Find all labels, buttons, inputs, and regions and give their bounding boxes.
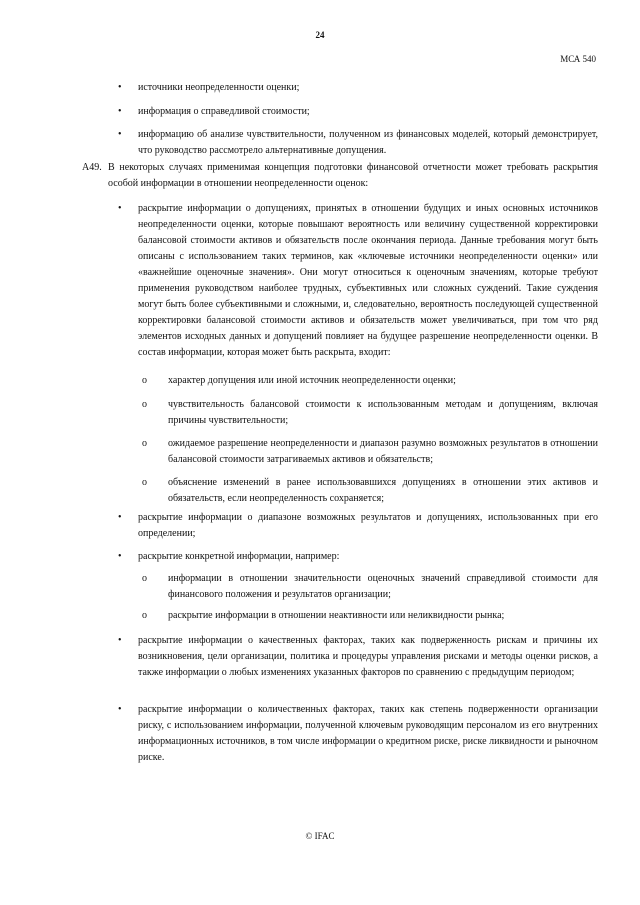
copyright-footer: © IFAC <box>305 831 335 841</box>
sub-bullet-icon: o <box>142 399 147 410</box>
list-item: информация о справедливой стоимости; <box>138 106 310 117</box>
list-item: раскрытие конкретной информации, например: <box>138 551 340 562</box>
bullet-icon: • <box>118 551 122 562</box>
sub-bullet-icon: o <box>142 477 147 488</box>
paragraph-number: А49. <box>82 162 102 173</box>
list-item: информацию об анализе чувствительности, полученном из финансовых моделей, который демонстрирует, что руководство рассмотрело альтернативные допущения. <box>138 129 598 156</box>
standard-reference: МСА 540 <box>560 54 596 64</box>
bullet-icon: • <box>118 129 122 140</box>
sub-bullet-icon: o <box>142 438 147 449</box>
sub-bullet-icon: o <box>142 573 147 584</box>
list-item: раскрытие информации о качественных факторах, таких как подверженность рискам и причины их возникновения, цели организации, политика и процедуры управления рисками и методы оценки рисков, а также информации о любых изменениях указанных факторов по сравнению с предыдущим периодом; <box>138 635 598 678</box>
list-item: источники неопределенности оценки; <box>138 82 300 93</box>
list-item: раскрытие информации о допущениях, принятых в отношении будущих и иных основных источников неопределенности оценки, которые повышают вероятность или величину существенной корректировки балансовой стоимости активов и обязательств после окончания периода. Данные требования могут быть описаны с использованием таких терминов, как «ключевые источники неопределенности оценки» или «важнейшие оценочные значения». Они могут относиться к оценочным значениям, которые требуют применения руководством наиболее трудных, субъективных или сложных суждений. Такие суждения могут быть более субъективными и сложными, и, следовательно, вероятность последующей существенной корректировки балансовой стоимости активов и обязательств может увеличиваться, при том что ряд элементов исходных данных и допущений повлияет на будущее разрешение неопределенности оценки. В состав информации, которая может быть раскрыта, входит: <box>138 203 598 358</box>
sub-list-item: чувствительность балансовой стоимости к использованным методам и допущениям, включая причины чувствительности; <box>168 399 598 426</box>
sub-bullet-icon: o <box>142 375 147 386</box>
sub-bullet-icon: o <box>142 610 147 621</box>
bullet-icon: • <box>118 704 122 715</box>
sub-list-item: раскрытие информации в отношении неактивности или неликвидности рынка; <box>168 610 505 621</box>
bullet-icon: • <box>118 106 122 117</box>
sub-list-item: объяснение изменений в ранее использовавшихся допущениях в отношении этих активов и обязательств, если неопределенность сохраняется; <box>168 477 598 504</box>
sub-list-item: характер допущения или иной источник неопределенности оценки; <box>168 375 456 386</box>
bullet-icon: • <box>118 203 122 214</box>
bullet-icon: • <box>118 635 122 646</box>
bullet-icon: • <box>118 512 122 523</box>
sub-list-item: информации в отношении значительности оценочных значений справедливой стоимости для финансового положения и результатов организации; <box>168 573 598 600</box>
page-number: 24 <box>315 30 325 40</box>
list-item: раскрытие информации о количественных факторах, таких как степень подверженности организации риску, с использованием информации, полученной ключевым руководящим персоналом из его внутренних информационных источников, в том числе информации о кредитном риске, риске ликвидности и рыночном риске. <box>138 704 598 763</box>
bullet-icon: • <box>118 82 122 93</box>
paragraph-intro: В некоторых случаях применимая концепция подготовки финансовой отчетности может требовать раскрытия особой информации в отношении неопределенности оценок: <box>108 162 598 189</box>
list-item: раскрытие информации о диапазоне возможных результатов и допущениях, использованных при его определении; <box>138 512 598 539</box>
sub-list-item: ожидаемое разрешение неопределенности и диапазон разумно возможных результатов в отношении балансовой стоимости затрагиваемых активов и обязательств; <box>168 438 598 465</box>
